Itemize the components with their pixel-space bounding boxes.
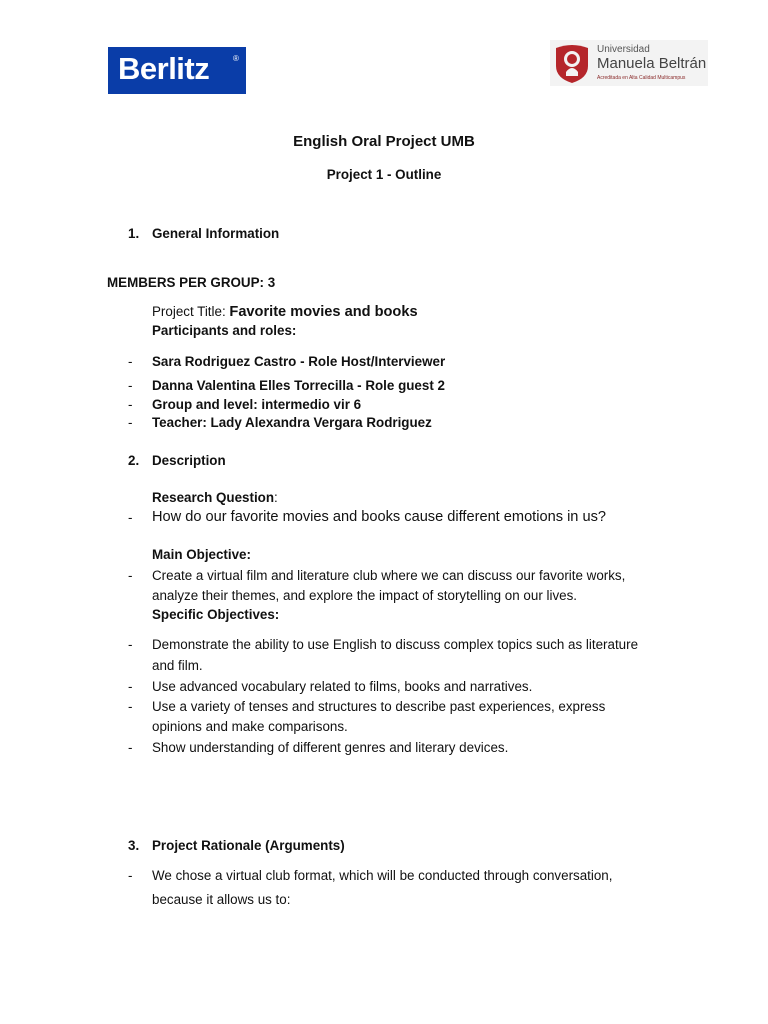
- rationale-line1: We chose a virtual club format, which will be conducted through conversation,: [152, 868, 613, 883]
- section3-number: 3.: [128, 838, 140, 853]
- document-title: English Oral Project UMB: [293, 133, 475, 150]
- research-question: How do our favorite movies and books cause different emotions in us?: [152, 509, 607, 525]
- bullet-dash: -: [128, 740, 133, 755]
- bullet-dash: -: [128, 510, 133, 525]
- bullet-dash: -: [128, 637, 133, 652]
- umb-logo: [550, 40, 708, 86]
- specific-objective-item-cont: opinions and make comparisons.: [152, 719, 348, 734]
- registered-mark: ®: [233, 54, 239, 63]
- bullet-dash: -: [128, 699, 133, 714]
- umb-line1: Universidad: [597, 44, 650, 55]
- specific-objective-item: Use a variety of tenses and structures to describe past experiences, express: [152, 699, 606, 714]
- teacher-item: Teacher: Lady Alexandra Vergara Rodriguez: [152, 415, 432, 430]
- project-title-value: Favorite movies and books: [229, 304, 418, 320]
- umb-line2: Manuela Beltrán: [597, 55, 707, 72]
- specific-objective-item: Demonstrate the ability to use English to discuss complex topics such as literature: [152, 637, 639, 652]
- research-question-label: Research Question: [152, 490, 275, 505]
- berlitz-wordmark: Berlitz: [118, 51, 210, 86]
- section2-heading: Description: [152, 453, 226, 468]
- participant-item: Danna Valentina Elles Torrecilla - Role guest 2: [152, 378, 445, 393]
- specific-objectives-label: Specific Objectives:: [152, 607, 280, 622]
- specific-objective-item: Show understanding of different genres and literary devices.: [152, 740, 509, 755]
- main-objective-line1: Create a virtual film and literature club where we can discuss our favorite works,: [152, 568, 626, 583]
- bullet-dash: -: [128, 568, 133, 583]
- main-objective-label: Main Objective:: [152, 547, 251, 562]
- group-level-item: Group and level: intermedio vir 6: [152, 397, 362, 412]
- section1-heading: General Information: [152, 226, 280, 241]
- umb-crest-icon: [552, 42, 592, 84]
- section3-heading: Project Rationale (Arguments): [152, 838, 345, 853]
- section2-number: 2.: [128, 453, 140, 468]
- umb-line3: Acreditada en Alta Calidad Multicampus: [597, 75, 686, 81]
- members-per-group: MEMBERS PER GROUP: 3: [107, 275, 276, 290]
- main-objective-line2: analyze their themes, and explore the impact of storytelling on our lives.: [152, 588, 578, 603]
- specific-objective-item: Use advanced vocabulary related to films, books and narratives.: [152, 679, 533, 694]
- section1-number: 1.: [128, 226, 140, 241]
- research-question-label-line: [152, 488, 278, 508]
- bullet-dash: -: [128, 415, 133, 430]
- bullet-dash: -: [128, 679, 133, 694]
- participants-label: Participants and roles:: [152, 323, 297, 338]
- project-title-line: [152, 302, 418, 322]
- bullet-dash: -: [128, 868, 133, 883]
- rationale-line2: because it allows us to:: [152, 892, 291, 907]
- bullet-dash: -: [128, 378, 133, 393]
- berlitz-logo: [108, 47, 246, 94]
- project-title-label: Project Title:: [152, 304, 230, 319]
- bullet-dash: -: [128, 354, 133, 369]
- document-subtitle: Project 1 - Outline: [326, 167, 442, 182]
- specific-objective-item-cont: and film.: [152, 658, 203, 673]
- participant-item: Sara Rodriguez Castro - Role Host/Interviewer: [152, 354, 446, 369]
- research-question-colon: :: [274, 490, 278, 505]
- bullet-dash: -: [128, 397, 133, 412]
